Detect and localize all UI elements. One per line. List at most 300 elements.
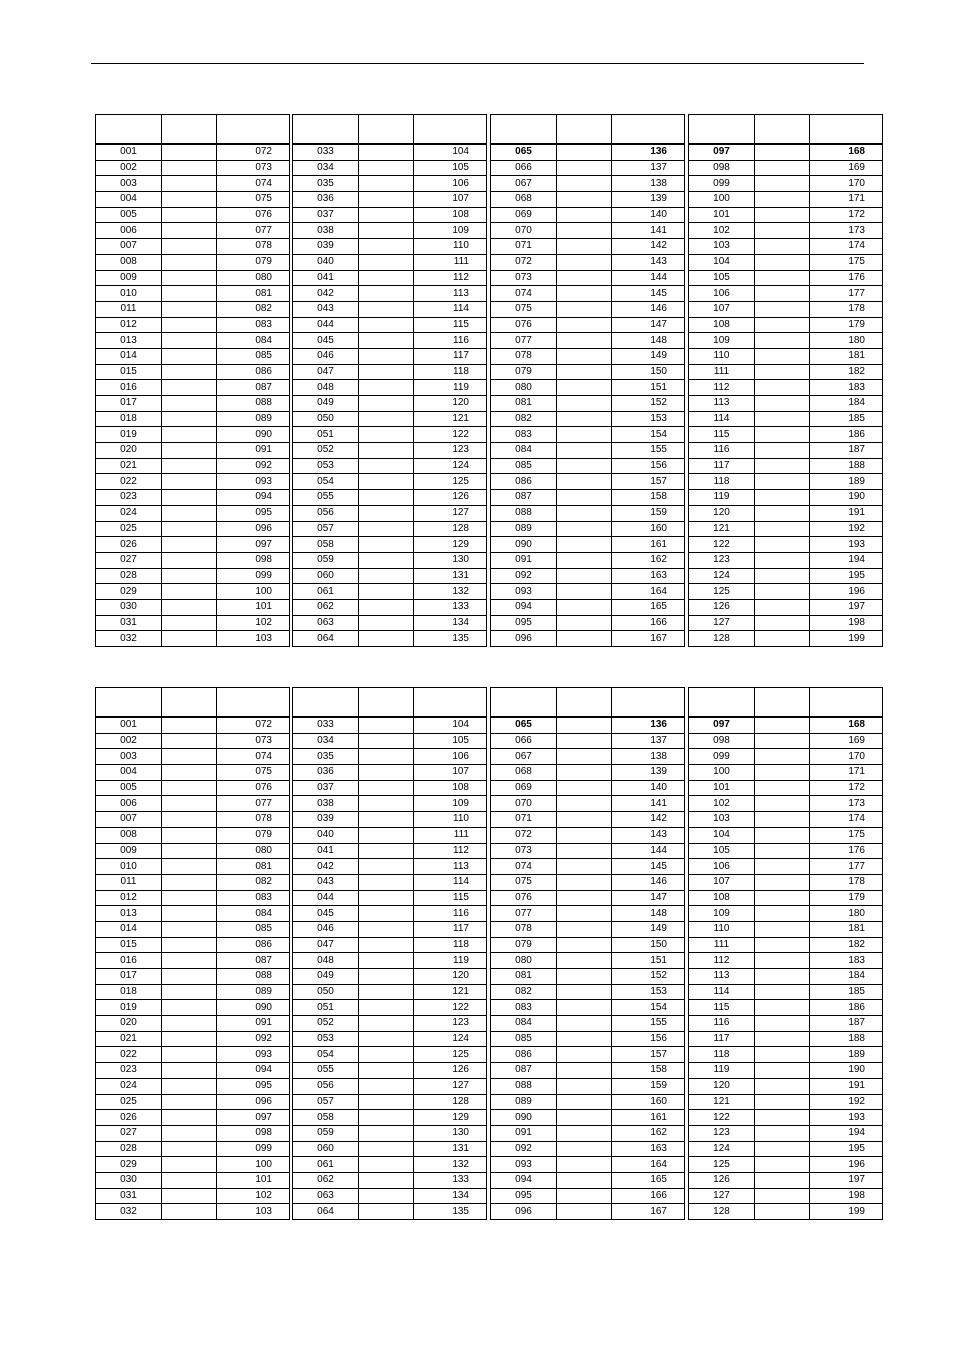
left-number-cell: 011 <box>96 874 162 890</box>
left-number-cell: 120 <box>689 505 755 521</box>
right-number-cell: 177 <box>810 859 883 875</box>
table-row <box>293 1078 487 1094</box>
right-number-cell: 194 <box>810 552 883 568</box>
left-number-cell: 094 <box>491 599 557 615</box>
table-row <box>293 223 487 239</box>
right-number-cell: 147 <box>612 317 685 333</box>
left-number-cell: 046 <box>293 348 359 364</box>
blank-cell <box>755 207 810 223</box>
left-number-cell: 032 <box>96 1204 162 1220</box>
blank-cell <box>755 717 810 733</box>
right-number-cell: 176 <box>810 843 883 859</box>
left-number-cell: 050 <box>293 984 359 1000</box>
left-number-cell: 016 <box>96 380 162 396</box>
left-number-cell: 118 <box>689 1047 755 1063</box>
blank-cell <box>162 192 217 208</box>
table-header-row <box>293 115 487 145</box>
left-number-cell: 127 <box>689 615 755 631</box>
header-cell <box>96 688 162 718</box>
right-number-cell: 154 <box>612 427 685 443</box>
left-number-cell: 059 <box>293 552 359 568</box>
left-number-cell: 018 <box>96 411 162 427</box>
table-row <box>293 1063 487 1079</box>
blank-cell <box>755 474 810 490</box>
blank-cell <box>557 317 612 333</box>
table-row <box>491 1188 685 1204</box>
left-number-cell: 006 <box>96 223 162 239</box>
left-number-cell: 112 <box>689 953 755 969</box>
number-table-lower-4 <box>688 687 883 1220</box>
left-number-cell: 083 <box>491 427 557 443</box>
left-number-cell: 074 <box>491 859 557 875</box>
left-number-cell: 074 <box>491 286 557 302</box>
blank-cell <box>755 144 810 160</box>
left-number-cell: 119 <box>689 1063 755 1079</box>
right-number-cell: 181 <box>810 348 883 364</box>
table-row <box>96 921 290 937</box>
right-number-cell: 098 <box>217 1125 290 1141</box>
blank-cell <box>359 1078 414 1094</box>
blank-cell <box>755 969 810 985</box>
blank-cell <box>162 827 217 843</box>
right-number-cell: 128 <box>414 521 487 537</box>
left-number-cell: 098 <box>689 160 755 176</box>
right-number-cell: 186 <box>810 427 883 443</box>
blank-cell <box>359 239 414 255</box>
right-number-cell: 123 <box>414 1016 487 1032</box>
blank-cell <box>557 474 612 490</box>
blank-cell <box>557 1078 612 1094</box>
left-number-cell: 038 <box>293 223 359 239</box>
right-number-cell: 086 <box>217 937 290 953</box>
left-number-cell: 023 <box>96 1063 162 1079</box>
left-number-cell: 084 <box>491 1016 557 1032</box>
left-number-cell: 109 <box>689 906 755 922</box>
right-number-cell: 120 <box>414 396 487 412</box>
table-row <box>96 333 290 349</box>
blank-cell <box>755 505 810 521</box>
right-number-cell: 176 <box>810 270 883 286</box>
blank-cell <box>162 396 217 412</box>
right-number-cell: 152 <box>612 396 685 412</box>
right-number-cell: 111 <box>414 827 487 843</box>
blank-cell <box>755 749 810 765</box>
table-row <box>689 874 883 890</box>
table-row <box>491 537 685 553</box>
right-number-cell: 124 <box>414 1031 487 1047</box>
blank-cell <box>755 780 810 796</box>
right-number-cell: 141 <box>612 223 685 239</box>
table-row <box>293 631 487 647</box>
table-row <box>293 874 487 890</box>
table-row <box>491 953 685 969</box>
header-cell <box>414 688 487 718</box>
left-number-cell: 048 <box>293 380 359 396</box>
left-number-cell: 095 <box>491 615 557 631</box>
blank-cell <box>162 1125 217 1141</box>
left-number-cell: 023 <box>96 490 162 506</box>
left-number-cell: 122 <box>689 1110 755 1126</box>
left-number-cell: 106 <box>689 859 755 875</box>
table-row <box>96 521 290 537</box>
table-row <box>293 599 487 615</box>
blank-cell <box>755 890 810 906</box>
blank-cell <box>162 615 217 631</box>
table-row <box>491 490 685 506</box>
blank-cell <box>557 411 612 427</box>
header-cell <box>755 115 810 145</box>
table-row <box>689 223 883 239</box>
left-number-cell: 046 <box>293 921 359 937</box>
blank-cell <box>557 953 612 969</box>
blank-cell <box>755 348 810 364</box>
right-number-cell: 123 <box>414 443 487 459</box>
table-row <box>689 537 883 553</box>
left-number-cell: 065 <box>491 717 557 733</box>
table-row <box>293 584 487 600</box>
left-number-cell: 014 <box>96 921 162 937</box>
right-number-cell: 108 <box>414 780 487 796</box>
table-row <box>293 921 487 937</box>
blank-cell <box>755 458 810 474</box>
right-number-cell: 131 <box>414 568 487 584</box>
left-number-cell: 127 <box>689 1188 755 1204</box>
table-row <box>293 827 487 843</box>
right-number-cell: 146 <box>612 301 685 317</box>
right-number-cell: 100 <box>217 584 290 600</box>
right-number-cell: 144 <box>612 270 685 286</box>
table-row <box>96 348 290 364</box>
table-row <box>96 270 290 286</box>
table-row <box>293 301 487 317</box>
blank-cell <box>755 427 810 443</box>
table-row <box>491 1047 685 1063</box>
left-number-cell: 088 <box>491 505 557 521</box>
blank-cell <box>162 490 217 506</box>
right-number-cell: 193 <box>810 537 883 553</box>
table-header-row <box>491 688 685 718</box>
table-row <box>491 239 685 255</box>
blank-cell <box>755 443 810 459</box>
right-number-cell: 140 <box>612 780 685 796</box>
left-number-cell: 066 <box>491 733 557 749</box>
table-row <box>689 364 883 380</box>
table-row <box>293 286 487 302</box>
table-row <box>491 270 685 286</box>
right-number-cell: 118 <box>414 937 487 953</box>
left-number-cell: 072 <box>491 827 557 843</box>
table-row <box>293 1157 487 1173</box>
blank-cell <box>359 223 414 239</box>
blank-cell <box>162 239 217 255</box>
table-row <box>689 1157 883 1173</box>
right-number-cell: 104 <box>414 144 487 160</box>
right-number-cell: 103 <box>217 631 290 647</box>
table-row <box>293 812 487 828</box>
right-number-cell: 136 <box>612 717 685 733</box>
blank-cell <box>162 1204 217 1220</box>
blank-cell <box>359 1016 414 1032</box>
blank-cell <box>359 749 414 765</box>
right-number-cell: 101 <box>217 599 290 615</box>
left-number-cell: 064 <box>293 631 359 647</box>
table-row <box>491 780 685 796</box>
table-row <box>491 1016 685 1032</box>
table-row <box>96 427 290 443</box>
table-row <box>293 1204 487 1220</box>
table-row <box>96 1125 290 1141</box>
blank-cell <box>557 1063 612 1079</box>
left-number-cell: 120 <box>689 1078 755 1094</box>
left-number-cell: 117 <box>689 1031 755 1047</box>
right-number-cell: 162 <box>612 552 685 568</box>
left-number-cell: 115 <box>689 1000 755 1016</box>
blank-cell <box>162 207 217 223</box>
blank-cell <box>162 906 217 922</box>
blank-cell <box>557 843 612 859</box>
table-row <box>293 1031 487 1047</box>
blank-cell <box>557 733 612 749</box>
right-number-cell: 172 <box>810 207 883 223</box>
table-row <box>689 192 883 208</box>
blank-cell <box>755 537 810 553</box>
left-number-cell: 027 <box>96 552 162 568</box>
left-number-cell: 035 <box>293 176 359 192</box>
right-number-cell: 115 <box>414 317 487 333</box>
blank-cell <box>557 859 612 875</box>
table-row <box>689 1063 883 1079</box>
right-number-cell: 121 <box>414 411 487 427</box>
right-number-cell: 156 <box>612 458 685 474</box>
right-number-cell: 120 <box>414 969 487 985</box>
table-row <box>293 937 487 953</box>
right-number-cell: 149 <box>612 921 685 937</box>
blank-cell <box>755 490 810 506</box>
right-number-cell: 180 <box>810 906 883 922</box>
blank-cell <box>755 333 810 349</box>
table-row <box>491 443 685 459</box>
blank-cell <box>359 1031 414 1047</box>
left-number-cell: 101 <box>689 780 755 796</box>
left-number-cell: 090 <box>491 1110 557 1126</box>
left-number-cell: 098 <box>689 733 755 749</box>
table-row <box>689 505 883 521</box>
table-row <box>293 396 487 412</box>
left-number-cell: 099 <box>689 176 755 192</box>
right-number-cell: 190 <box>810 1063 883 1079</box>
blank-cell <box>755 1125 810 1141</box>
table-row <box>96 843 290 859</box>
left-number-cell: 078 <box>491 348 557 364</box>
blank-cell <box>557 984 612 1000</box>
left-number-cell: 041 <box>293 270 359 286</box>
right-number-cell: 085 <box>217 348 290 364</box>
left-number-cell: 086 <box>491 1047 557 1063</box>
blank-cell <box>557 921 612 937</box>
right-number-cell: 182 <box>810 364 883 380</box>
table-row <box>96 207 290 223</box>
blank-cell <box>359 207 414 223</box>
right-number-cell: 142 <box>612 812 685 828</box>
right-number-cell: 168 <box>810 717 883 733</box>
right-number-cell: 077 <box>217 223 290 239</box>
number-table-lower-3 <box>490 687 685 1220</box>
left-number-cell: 036 <box>293 765 359 781</box>
left-number-cell: 012 <box>96 317 162 333</box>
left-number-cell: 053 <box>293 458 359 474</box>
right-number-cell: 117 <box>414 921 487 937</box>
right-number-cell: 073 <box>217 733 290 749</box>
right-number-cell: 119 <box>414 953 487 969</box>
blank-cell <box>755 874 810 890</box>
left-number-cell: 103 <box>689 812 755 828</box>
right-number-cell: 148 <box>612 906 685 922</box>
left-number-cell: 004 <box>96 192 162 208</box>
right-number-cell: 160 <box>612 1094 685 1110</box>
table-row <box>689 270 883 286</box>
table-row <box>689 765 883 781</box>
left-number-cell: 001 <box>96 717 162 733</box>
blank-cell <box>359 317 414 333</box>
right-number-cell: 181 <box>810 921 883 937</box>
right-number-cell: 191 <box>810 505 883 521</box>
blank-cell <box>162 969 217 985</box>
left-number-cell: 044 <box>293 890 359 906</box>
right-number-cell: 118 <box>414 364 487 380</box>
blank-cell <box>359 1204 414 1220</box>
table-row <box>689 921 883 937</box>
right-number-cell: 126 <box>414 490 487 506</box>
blank-cell <box>162 411 217 427</box>
table-row <box>689 733 883 749</box>
right-number-cell: 138 <box>612 749 685 765</box>
right-number-cell: 195 <box>810 1141 883 1157</box>
blank-cell <box>359 599 414 615</box>
left-number-cell: 054 <box>293 1047 359 1063</box>
left-number-cell: 005 <box>96 780 162 796</box>
table-header-row <box>689 688 883 718</box>
blank-cell <box>557 207 612 223</box>
table-row <box>689 521 883 537</box>
right-number-cell: 107 <box>414 765 487 781</box>
right-number-cell: 153 <box>612 411 685 427</box>
right-number-cell: 125 <box>414 1047 487 1063</box>
right-number-cell: 150 <box>612 937 685 953</box>
table-row <box>96 490 290 506</box>
table-row <box>491 584 685 600</box>
header-cell <box>557 115 612 145</box>
left-number-cell: 041 <box>293 843 359 859</box>
right-number-cell: 125 <box>414 474 487 490</box>
table-row <box>491 207 685 223</box>
table-row <box>96 1188 290 1204</box>
blank-cell <box>162 1078 217 1094</box>
header-cell <box>689 115 755 145</box>
table-row <box>96 192 290 208</box>
table-row <box>689 1110 883 1126</box>
blank-cell <box>755 568 810 584</box>
table-row <box>96 396 290 412</box>
table-row <box>96 827 290 843</box>
blank-cell <box>557 176 612 192</box>
blank-cell <box>557 490 612 506</box>
left-number-cell: 080 <box>491 953 557 969</box>
left-number-cell: 100 <box>689 192 755 208</box>
blank-cell <box>755 552 810 568</box>
table-row <box>96 717 290 733</box>
left-number-cell: 058 <box>293 1110 359 1126</box>
table-header-row <box>689 115 883 145</box>
table-header-row <box>96 115 290 145</box>
left-number-cell: 039 <box>293 239 359 255</box>
right-number-cell: 133 <box>414 599 487 615</box>
table-row <box>491 160 685 176</box>
left-number-cell: 021 <box>96 458 162 474</box>
left-number-cell: 037 <box>293 780 359 796</box>
left-number-cell: 006 <box>96 796 162 812</box>
left-number-cell: 034 <box>293 160 359 176</box>
table-row <box>293 348 487 364</box>
blank-cell <box>557 937 612 953</box>
blank-cell <box>359 1063 414 1079</box>
table-row <box>491 223 685 239</box>
left-number-cell: 015 <box>96 364 162 380</box>
table-row <box>293 1188 487 1204</box>
right-number-cell: 081 <box>217 859 290 875</box>
number-table-upper-1 <box>95 114 290 647</box>
left-number-cell: 025 <box>96 1094 162 1110</box>
right-number-cell: 178 <box>810 874 883 890</box>
table-row <box>689 427 883 443</box>
right-number-cell: 097 <box>217 1110 290 1126</box>
table-row <box>293 1094 487 1110</box>
table-row <box>96 144 290 160</box>
right-number-cell: 156 <box>612 1031 685 1047</box>
table-row <box>491 411 685 427</box>
right-number-cell: 095 <box>217 1078 290 1094</box>
left-number-cell: 040 <box>293 827 359 843</box>
table-row <box>491 254 685 270</box>
table-row <box>491 812 685 828</box>
table-row <box>293 733 487 749</box>
right-number-cell: 101 <box>217 1172 290 1188</box>
right-number-cell: 119 <box>414 380 487 396</box>
table-row <box>293 859 487 875</box>
table-row <box>491 859 685 875</box>
table-row <box>293 380 487 396</box>
table-row <box>96 599 290 615</box>
right-number-cell: 163 <box>612 568 685 584</box>
left-number-cell: 087 <box>491 490 557 506</box>
blank-cell <box>755 396 810 412</box>
table-row <box>689 717 883 733</box>
blank-cell <box>755 1141 810 1157</box>
blank-cell <box>162 631 217 647</box>
left-number-cell: 079 <box>491 364 557 380</box>
header-cell <box>359 688 414 718</box>
table-row <box>491 599 685 615</box>
blank-cell <box>557 1094 612 1110</box>
header-cell <box>810 115 883 145</box>
left-number-cell: 119 <box>689 490 755 506</box>
left-number-cell: 013 <box>96 906 162 922</box>
left-number-cell: 101 <box>689 207 755 223</box>
left-number-cell: 011 <box>96 301 162 317</box>
table-row <box>96 1078 290 1094</box>
table-row <box>293 749 487 765</box>
blank-cell <box>359 301 414 317</box>
right-number-cell: 177 <box>810 286 883 302</box>
